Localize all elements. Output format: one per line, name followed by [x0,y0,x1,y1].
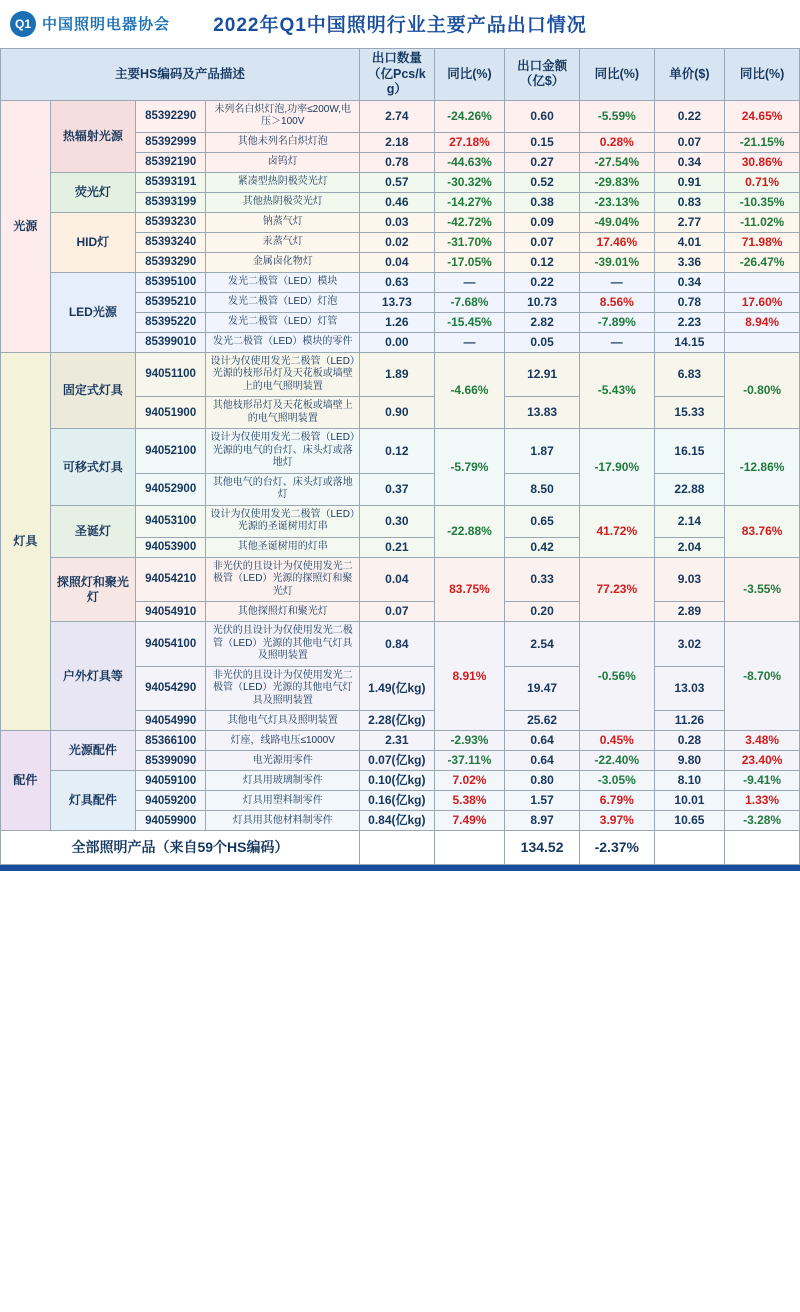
hs-code: 94059900 [135,811,206,831]
product-description: 非光伏的且设计为仅使用发光二极管（LED）光源的其他电气灯具及照明装置 [206,666,360,711]
hs-code: 85395100 [135,272,206,292]
quantity-yoy: 7.02% [434,771,505,791]
unit-price: 9.80 [654,751,725,771]
hs-code: 85395220 [135,312,206,332]
amount-yoy: -17.90% [579,429,654,506]
product-description: 其他圣诞树用的灯串 [206,537,360,557]
product-description: 非光伏的且设计为仅使用发光二极管（LED）光源的探照灯和聚光灯 [206,557,360,602]
export-quantity: 2.18 [359,132,434,152]
quantity-yoy: — [434,272,505,292]
unit-price: 11.26 [654,711,725,731]
logo [0,11,170,37]
table-row [1,172,800,192]
amount-yoy: -22.40% [579,751,654,771]
col-header-description: 主要HS编码及产品描述 [1,49,360,101]
total-amount: 134.52 [505,831,580,865]
export-amount: 0.09 [505,212,580,232]
subgroup-luminaire-accessories: 灯具配件 [50,771,135,831]
product-description: 钠蒸气灯 [206,212,360,232]
export-amount: 0.65 [505,505,580,537]
product-description: 发光二极管（LED）灯管 [206,312,360,332]
amount-yoy: 0.45% [579,731,654,751]
unit-price: 14.15 [654,332,725,352]
hs-code: 94054910 [135,602,206,622]
table-row [1,771,800,791]
product-description: 设计为仅使用发光二极管（LED）光源的枝形吊灯及天花板或墙壁上的电气照明装置 [206,352,360,397]
export-amount: 0.64 [505,751,580,771]
quantity-yoy: -2.93% [434,731,505,751]
quantity-yoy: -14.27% [434,192,505,212]
col-header-price-yoy: 同比(%) [725,49,800,101]
total-row [1,831,800,865]
product-description: 其他热阴极荧光灯 [206,192,360,212]
product-description: 其他枝形吊灯及天花板或墙壁上的电气照明装置 [206,397,360,429]
unit-price: 8.10 [654,771,725,791]
price-yoy: 0.71% [725,172,800,192]
subgroup-christmas-lights: 圣诞灯 [50,505,135,557]
unit-price: 9.03 [654,557,725,602]
unit-price: 0.34 [654,152,725,172]
category-luminaires: 灯具 [1,352,51,731]
export-amount: 2.82 [505,312,580,332]
product-description: 设计为仅使用发光二极管（LED）光源的圣诞树用灯串 [206,505,360,537]
unit-price: 2.04 [654,537,725,557]
subgroup-searchlights-spotlights: 探照灯和聚光灯 [50,557,135,622]
export-quantity: 0.84(亿kg) [359,811,434,831]
export-amount: 0.05 [505,332,580,352]
price-yoy: -9.41% [725,771,800,791]
unit-price: 0.07 [654,132,725,152]
unit-price: 2.14 [654,505,725,537]
hs-code: 94051900 [135,397,206,429]
unit-price: 0.91 [654,172,725,192]
product-description: 电光源用零件 [206,751,360,771]
table-row [1,100,800,132]
product-description: 灯具用其他材料制零件 [206,811,360,831]
export-amount: 2.54 [505,622,580,667]
product-description: 发光二极管（LED）灯泡 [206,292,360,312]
table-row [1,557,800,602]
total-price-yoy [725,831,800,865]
price-yoy: 3.48% [725,731,800,751]
unit-price: 0.22 [654,100,725,132]
col-header-amount-yoy: 同比(%) [579,49,654,101]
price-yoy: 71.98% [725,232,800,252]
total-quantity-yoy [434,831,505,865]
product-description: 其他未列名白炽灯泡 [206,132,360,152]
export-quantity: 2.74 [359,100,434,132]
quantity-yoy: -42.72% [434,212,505,232]
quantity-yoy: -37.11% [434,751,505,771]
subgroup-fixed-luminaires: 固定式灯具 [50,352,135,429]
export-amount: 0.80 [505,771,580,791]
quantity-yoy: -7.68% [434,292,505,312]
price-yoy: 8.94% [725,312,800,332]
amount-yoy: -29.83% [579,172,654,192]
footer-bar [0,865,800,871]
unit-price: 0.28 [654,731,725,751]
export-amount: 1.87 [505,429,580,474]
quantity-yoy: -4.66% [434,352,505,429]
product-description: 发光二极管（LED）模块的零件 [206,332,360,352]
export-quantity: 0.30 [359,505,434,537]
total-amount-yoy: -2.37% [579,831,654,865]
unit-price: 0.83 [654,192,725,212]
unit-price: 2.23 [654,312,725,332]
export-quantity: 0.04 [359,557,434,602]
hs-code: 85393230 [135,212,206,232]
amount-yoy: 8.56% [579,292,654,312]
unit-price: 10.65 [654,811,725,831]
export-amount: 0.52 [505,172,580,192]
export-quantity: 0.63 [359,272,434,292]
col-header-price: 单价($) [654,49,725,101]
product-description: 灯具用玻璃制零件 [206,771,360,791]
hs-code: 85392999 [135,132,206,152]
col-header-quantity-line1: 出口数量 [371,51,422,65]
hs-code: 85393199 [135,192,206,212]
amount-yoy: — [579,272,654,292]
subgroup-hid: HID灯 [50,212,135,272]
product-description: 其他探照灯和聚光灯 [206,602,360,622]
unit-price: 15.33 [654,397,725,429]
export-quantity: 0.10(亿kg) [359,771,434,791]
export-amount: 0.20 [505,602,580,622]
hs-code: 94052100 [135,429,206,474]
amount-yoy: -5.59% [579,100,654,132]
table-row [1,212,800,232]
subgroup-outdoor-luminaires: 户外灯具等 [50,622,135,731]
export-quantity: 1.89 [359,352,434,397]
unit-price: 2.77 [654,212,725,232]
col-header-quantity-line2: （亿Pcs/kg） [368,66,426,97]
product-description: 其他电气的台灯、床头灯或落地灯 [206,473,360,505]
hs-code: 85395210 [135,292,206,312]
amount-yoy: 77.23% [579,557,654,622]
export-quantity: 0.84 [359,622,434,667]
quantity-yoy: 83.75% [434,557,505,622]
price-yoy: 23.40% [725,751,800,771]
col-header-amount-line1: 出口金额 [517,58,568,73]
hs-code: 85399090 [135,751,206,771]
subgroup-portable-luminaires: 可移式灯具 [50,429,135,506]
unit-price: 22.88 [654,473,725,505]
product-description: 光伏的且设计为仅使用发光二极管（LED）光源的其他电气灯具及照明装置 [206,622,360,667]
export-amount: 0.12 [505,252,580,272]
price-yoy: -12.86% [725,429,800,506]
hs-code: 94054210 [135,557,206,602]
quantity-yoy: -15.45% [434,312,505,332]
unit-price: 2.89 [654,602,725,622]
export-quantity: 0.90 [359,397,434,429]
unit-price: 13.03 [654,666,725,711]
export-quantity: 0.57 [359,172,434,192]
quantity-yoy: -30.32% [434,172,505,192]
product-description: 灯座，线路电压≤1000V [206,731,360,751]
unit-price: 3.36 [654,252,725,272]
hs-code: 85392290 [135,100,206,132]
col-header-quantity [359,49,434,101]
amount-yoy: -39.01% [579,252,654,272]
export-amount: 8.97 [505,811,580,831]
price-yoy: 17.60% [725,292,800,312]
amount-yoy: 41.72% [579,505,654,557]
price-yoy: -3.28% [725,811,800,831]
export-quantity: 2.31 [359,731,434,751]
hs-code: 94053900 [135,537,206,557]
price-yoy: 1.33% [725,791,800,811]
product-description: 卤钨灯 [206,152,360,172]
export-amount: 0.22 [505,272,580,292]
table-row [1,622,800,667]
page-header [0,0,800,48]
hs-code: 94053100 [135,505,206,537]
table-row [1,429,800,474]
price-yoy: -10.35% [725,192,800,212]
amount-yoy: -3.05% [579,771,654,791]
export-quantity: 1.26 [359,312,434,332]
price-yoy: 83.76% [725,505,800,557]
amount-yoy: 3.97% [579,811,654,831]
hs-code: 85393240 [135,232,206,252]
hs-code: 94059100 [135,771,206,791]
quantity-yoy: -5.79% [434,429,505,506]
quantity-yoy: -44.63% [434,152,505,172]
hs-code: 94052900 [135,473,206,505]
amount-yoy: 6.79% [579,791,654,811]
col-header-amount-line2: （亿$） [519,74,565,89]
price-yoy: -0.80% [725,352,800,429]
price-yoy [725,272,800,292]
export-amount: 1.57 [505,791,580,811]
export-quantity: 0.07 [359,602,434,622]
amount-yoy: -23.13% [579,192,654,212]
table-row [1,352,800,397]
total-price [654,831,725,865]
unit-price: 0.78 [654,292,725,312]
hs-code: 85392190 [135,152,206,172]
quantity-yoy: -22.88% [434,505,505,557]
price-yoy [725,332,800,352]
export-amount: 0.33 [505,557,580,602]
price-yoy: 24.65% [725,100,800,132]
export-quantity: 13.73 [359,292,434,312]
hs-code: 85393191 [135,172,206,192]
price-yoy: 30.86% [725,152,800,172]
hs-code: 85399010 [135,332,206,352]
hs-code: 94051100 [135,352,206,397]
amount-yoy: -0.56% [579,622,654,731]
hs-code: 85366100 [135,731,206,751]
hs-code: 94059200 [135,791,206,811]
col-header-amount [505,49,580,101]
quantity-yoy: -31.70% [434,232,505,252]
export-amount: 12.91 [505,352,580,397]
hs-code: 85393290 [135,252,206,272]
quantity-yoy: -24.26% [434,100,505,132]
unit-price: 16.15 [654,429,725,474]
export-quantity: 0.12 [359,429,434,474]
price-yoy: -3.55% [725,557,800,622]
product-description: 灯具用塑料制零件 [206,791,360,811]
quantity-yoy: — [434,332,505,352]
table-header-row [1,49,800,101]
export-amount: 0.64 [505,731,580,751]
export-quantity: 0.04 [359,252,434,272]
product-description: 金属卤化物灯 [206,252,360,272]
table-row [1,505,800,537]
export-quantity: 0.46 [359,192,434,212]
export-amount: 0.38 [505,192,580,212]
subgroup-fluorescent: 荧光灯 [50,172,135,212]
amount-yoy: -27.54% [579,152,654,172]
hs-code: 94054290 [135,666,206,711]
export-amount: 0.42 [505,537,580,557]
amount-yoy: 0.28% [579,132,654,152]
category-accessories: 配件 [1,731,51,831]
export-amount: 13.83 [505,397,580,429]
price-yoy: -21.15% [725,132,800,152]
page-title: 2022年Q1中国照明行业主要产品出口情况 [213,15,587,36]
amount-yoy: — [579,332,654,352]
product-description: 汞蒸气灯 [206,232,360,252]
quantity-yoy: 7.49% [434,811,505,831]
table-row [1,272,800,292]
export-quantity: 1.49(亿kg) [359,666,434,711]
export-amount: 0.60 [505,100,580,132]
export-quantity: 0.78 [359,152,434,172]
price-yoy: -26.47% [725,252,800,272]
product-description: 其他电气灯具及照明装置 [206,711,360,731]
export-quantity: 0.00 [359,332,434,352]
export-quantity: 0.37 [359,473,434,505]
export-data-table [0,48,800,865]
export-quantity: 0.21 [359,537,434,557]
total-label: 全部照明产品（来自59个HS编码） [1,831,360,865]
product-description: 未列名白炽灯泡,功率≤200W,电压＞100V [206,100,360,132]
amount-yoy: -49.04% [579,212,654,232]
amount-yoy: 17.46% [579,232,654,252]
amount-yoy: -5.43% [579,352,654,429]
quantity-yoy: 8.91% [434,622,505,731]
table-row [1,731,800,751]
export-quantity: 0.02 [359,232,434,252]
export-amount: 10.73 [505,292,580,312]
export-quantity: 2.28(亿kg) [359,711,434,731]
export-amount: 19.47 [505,666,580,711]
subgroup-light-source-accessories: 光源配件 [50,731,135,771]
product-description: 设计为仅使用发光二极管（LED）光源的电气的台灯、床头灯或落地灯 [206,429,360,474]
col-header-quantity-yoy: 同比(%) [434,49,505,101]
total-quantity [359,831,434,865]
price-yoy: -8.70% [725,622,800,731]
amount-yoy: -7.89% [579,312,654,332]
export-quantity: 0.16(亿kg) [359,791,434,811]
quantity-yoy: 5.38% [434,791,505,811]
quantity-yoy: -17.05% [434,252,505,272]
unit-price: 4.01 [654,232,725,252]
hs-code: 94054100 [135,622,206,667]
export-quantity: 0.03 [359,212,434,232]
unit-price: 0.34 [654,272,725,292]
product-description: 紧凑型热阴极荧光灯 [206,172,360,192]
unit-price: 3.02 [654,622,725,667]
price-yoy: -11.02% [725,212,800,232]
export-amount: 0.15 [505,132,580,152]
product-description: 发光二极管（LED）模块 [206,272,360,292]
quantity-yoy: 27.18% [434,132,505,152]
subgroup-thermal-radiation: 热辐射光源 [50,100,135,172]
hs-code: 94054990 [135,711,206,731]
export-amount: 0.07 [505,232,580,252]
unit-price: 10.01 [654,791,725,811]
association-name: 中国照明电器协会 [42,16,171,33]
subgroup-led-source: LED光源 [50,272,135,352]
unit-price: 6.83 [654,352,725,397]
export-amount: 0.27 [505,152,580,172]
association-logo-icon: Q1 [10,11,36,37]
export-amount: 8.50 [505,473,580,505]
category-light-source: 光源 [1,100,51,352]
export-quantity: 0.07(亿kg) [359,751,434,771]
export-amount: 25.62 [505,711,580,731]
